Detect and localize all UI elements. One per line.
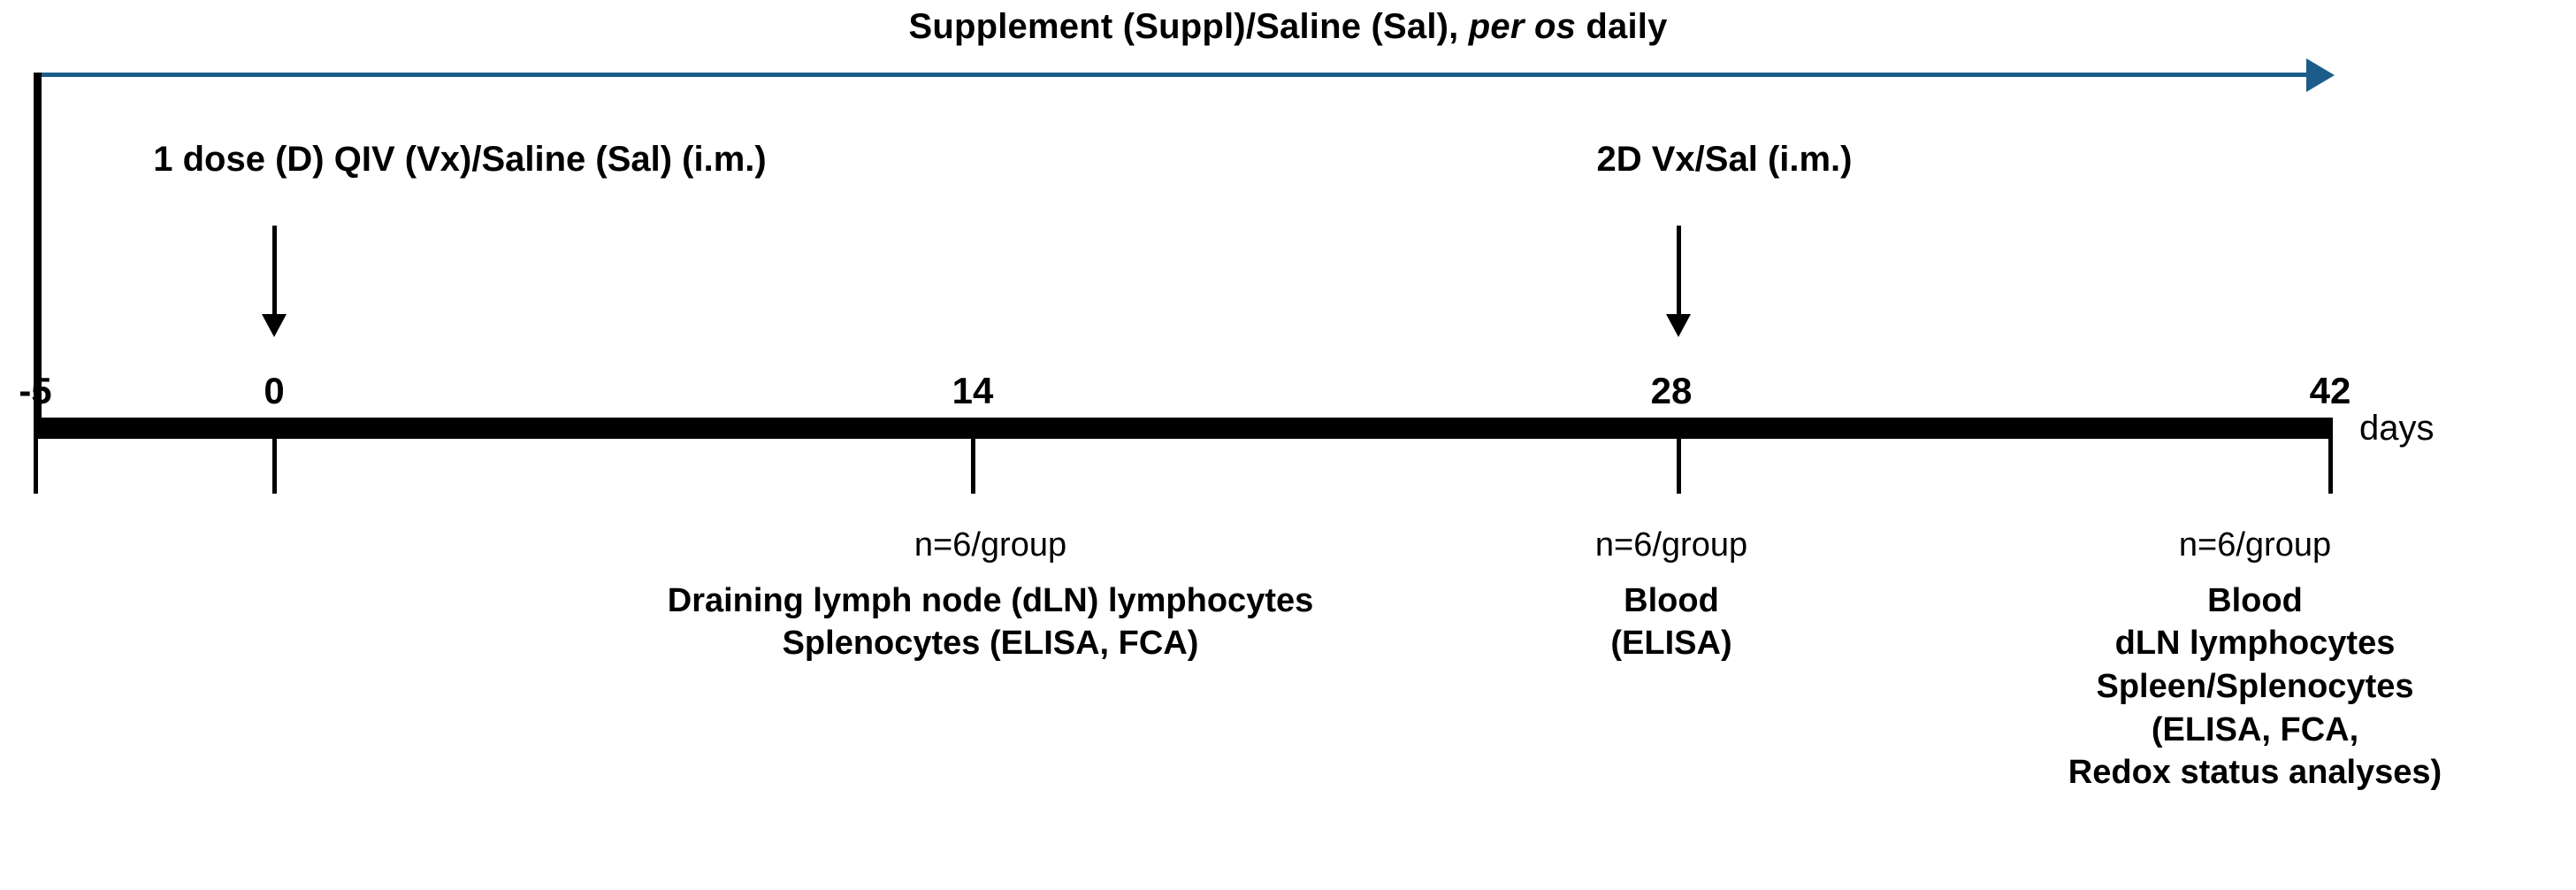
sampling-42-line-3: Spleen/Splenocytes bbox=[2096, 667, 2414, 705]
tick-label-14: 14 bbox=[952, 370, 994, 411]
timeline-unit-label: days bbox=[2359, 409, 2435, 448]
sampling-14-n: n=6/group bbox=[913, 526, 1067, 564]
sampling-42-n: n=6/group bbox=[2178, 526, 2332, 564]
timeline-left-axis bbox=[34, 73, 42, 418]
dose-1-arrow-down-icon bbox=[262, 314, 287, 337]
supplement-label-suffix: daily bbox=[1576, 7, 1668, 46]
tick-mark-42 bbox=[2328, 439, 2333, 494]
tick-mark-14 bbox=[971, 439, 975, 494]
sampling-42-line-1: Blood bbox=[2207, 581, 2303, 619]
sampling-42-line-5: Redox status analyses) bbox=[2068, 754, 2442, 792]
tick-mark-minus5 bbox=[34, 439, 38, 494]
dose-1-arrow-shaft bbox=[272, 226, 277, 318]
dose-2-arrow-down-icon bbox=[1666, 314, 1691, 337]
timeline-axis-bar bbox=[34, 418, 2333, 439]
tick-label-42: 42 bbox=[2309, 370, 2351, 411]
supplement-arrow-line bbox=[35, 73, 2317, 77]
tick-label-minus5: -5 bbox=[19, 370, 52, 411]
supplement-treatment-label bbox=[0, 7, 2576, 47]
sampling-14-line-2: Splenocytes (ELISA, FCA) bbox=[782, 625, 1199, 663]
tick-label-0: 0 bbox=[264, 370, 285, 411]
tick-label-28: 28 bbox=[1650, 370, 1693, 411]
supplement-arrowhead-icon bbox=[2306, 58, 2335, 92]
supplement-label-prefix: Supplement (Suppl)/Saline (Sal), bbox=[908, 7, 1469, 46]
sampling-day-42 bbox=[1945, 524, 2565, 794]
sampling-28-n: n=6/group bbox=[1594, 526, 1748, 564]
dose-1-label: 1 dose (D) QIV (Vx)/Saline (Sal) (i.m.) bbox=[153, 140, 767, 179]
sampling-42-line-4: (ELISA, FCA, bbox=[2151, 710, 2359, 748]
sampling-42-line-2: dLN lymphocytes bbox=[2114, 625, 2396, 663]
dose-2-label: 2D Vx/Sal (i.m.) bbox=[1596, 140, 1853, 179]
tick-mark-28 bbox=[1677, 439, 1681, 494]
sampling-day-14 bbox=[513, 524, 1468, 665]
supplement-label-italic: per os bbox=[1468, 7, 1577, 46]
dose-2-arrow-shaft bbox=[1677, 226, 1681, 318]
sampling-day-28 bbox=[1380, 524, 1963, 665]
sampling-14-line-1: Draining lymph node (dLN) lymphocytes bbox=[667, 581, 1314, 619]
tick-mark-0 bbox=[272, 439, 277, 494]
sampling-28-line-2: (ELISA) bbox=[1610, 625, 1732, 663]
sampling-28-line-1: Blood bbox=[1624, 581, 1719, 619]
